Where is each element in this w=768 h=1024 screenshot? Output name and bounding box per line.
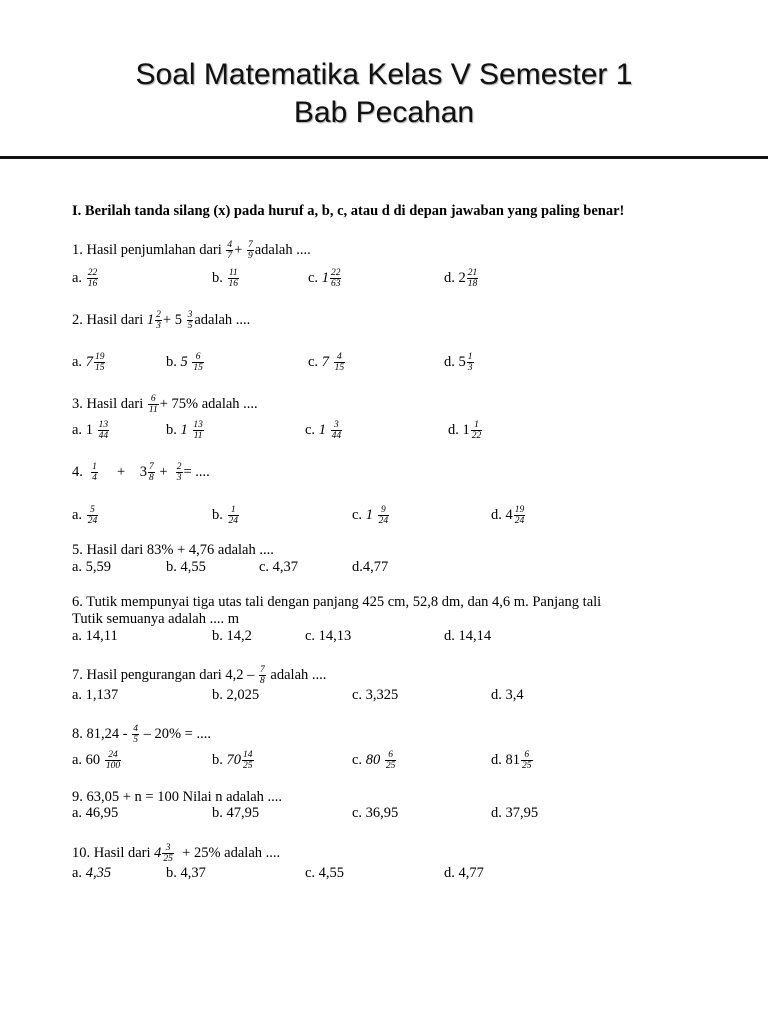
- question-3: [72, 394, 258, 415]
- question-1: [72, 240, 311, 261]
- fraction-numerator: 3: [333, 420, 339, 430]
- text-fragment: + 75% adalah ....: [159, 395, 258, 412]
- whole-number: 5: [180, 353, 188, 370]
- fraction-numerator: 1: [92, 462, 97, 472]
- whole-number: 1: [321, 269, 329, 286]
- title-line-2: Bab Pecahan: [293, 96, 475, 129]
- text-fragment: b.: [166, 353, 177, 370]
- text-fragment: d.: [448, 421, 459, 438]
- whole-number: 7: [85, 353, 93, 370]
- text-fragment: b.: [166, 421, 177, 438]
- fraction: [94, 352, 106, 373]
- fraction-denominator: 15: [94, 363, 105, 373]
- fraction-numerator: 14: [243, 750, 253, 760]
- fraction-numerator: 1: [467, 352, 473, 362]
- fraction: [105, 750, 121, 771]
- fraction: [155, 310, 162, 331]
- fraction-numerator: 7: [148, 462, 154, 472]
- whole-number: 1: [318, 421, 326, 438]
- q4-option-b[interactable]: [212, 505, 240, 526]
- fraction: [331, 420, 343, 441]
- text-fragment: a. 60: [72, 751, 101, 768]
- page-title: [0, 56, 768, 132]
- q9-option-c[interactable]: c. 36,95: [352, 805, 399, 821]
- fraction-denominator: 24: [87, 516, 98, 526]
- q10-option-c[interactable]: c. 4,55: [305, 865, 345, 881]
- fraction-denominator: 22: [471, 431, 482, 441]
- fraction-denominator: 44: [331, 431, 342, 441]
- text-fragment: d.: [491, 506, 502, 523]
- text-fragment: adalah ....: [270, 666, 327, 683]
- text-fragment: 7. Hasil pengurangan dari 4,2 –: [72, 666, 255, 683]
- q5-option-c[interactable]: c. 4,37: [259, 559, 299, 575]
- fraction-numerator: 7: [247, 240, 253, 250]
- text-fragment: c.: [352, 506, 363, 523]
- text-fragment: 2: [458, 269, 466, 286]
- fraction-numerator: 3: [187, 310, 193, 320]
- fraction: [148, 394, 159, 415]
- text-fragment: 3. Hasil dari: [72, 395, 144, 412]
- fraction-numerator: 7: [260, 665, 265, 675]
- q8-option-b[interactable]: [212, 750, 255, 771]
- fraction-numerator: 11: [228, 268, 238, 278]
- text-fragment: 8. 81,24 -: [72, 725, 128, 742]
- text-fragment: +: [234, 241, 243, 258]
- q2-option-c[interactable]: [308, 352, 346, 373]
- text-fragment: adalah ....: [194, 311, 251, 328]
- fraction-denominator: 18: [467, 279, 478, 289]
- fraction-denominator: 3: [467, 363, 473, 373]
- q7-option-d[interactable]: d. 3,4: [491, 687, 524, 703]
- fraction: [471, 420, 483, 441]
- text-fragment: 1: [85, 421, 93, 438]
- fraction: [247, 240, 254, 261]
- fraction: [162, 843, 174, 864]
- fraction: [330, 268, 342, 289]
- text-fragment: c.: [308, 269, 319, 286]
- q5-option-a[interactable]: a. 5,59: [72, 559, 112, 575]
- fraction-numerator: 6: [195, 352, 201, 362]
- instruction: I. Berilah tanda silang (x) pada huruf a, b, c, atau d di depan jawaban yang paling benar!: [72, 203, 625, 219]
- fraction-denominator: 15: [193, 363, 203, 373]
- q8-option-a[interactable]: [72, 750, 122, 771]
- q4-option-a[interactable]: [72, 505, 99, 526]
- fraction: [226, 240, 233, 261]
- text-fragment: adalah ....: [254, 241, 311, 258]
- fraction-denominator: 44: [98, 431, 109, 441]
- q1-option-c[interactable]: [308, 268, 342, 289]
- fraction-numerator: 4: [336, 352, 342, 362]
- q9-option-a[interactable]: a. 46,95: [72, 805, 119, 821]
- text-fragment: a.: [72, 865, 83, 881]
- fraction-numerator: 22: [87, 268, 98, 278]
- question-8: [72, 724, 211, 745]
- q5-option-b[interactable]: b. 4,55: [166, 559, 206, 575]
- text-fragment: 3: [139, 463, 147, 480]
- question-6-line-2: Tutik semuanya adalah .... m: [72, 611, 239, 627]
- q7-option-b[interactable]: b. 2,025: [212, 687, 260, 703]
- fraction-denominator: 8: [260, 676, 265, 686]
- q2-option-d[interactable]: [444, 352, 475, 373]
- text-fragment: a.: [72, 353, 83, 370]
- fraction-numerator: 4: [133, 724, 138, 734]
- q1-option-d[interactable]: [444, 268, 479, 289]
- text-fragment: 5: [458, 353, 466, 370]
- text-fragment: 10. Hasil dari: [72, 844, 151, 861]
- q4-option-c[interactable]: [352, 505, 390, 526]
- fraction-numerator: 19: [514, 505, 525, 515]
- fraction-denominator: 9: [247, 251, 253, 261]
- fraction: [467, 268, 479, 289]
- fraction-denominator: 100: [105, 761, 121, 771]
- q10-option-d[interactable]: d. 4,77: [444, 865, 484, 881]
- fraction-denominator: 15: [334, 363, 345, 373]
- q9-option-b[interactable]: b. 47,95: [212, 805, 260, 821]
- text-fragment: a.: [72, 269, 83, 286]
- fraction-denominator: 24: [514, 516, 525, 526]
- fraction-numerator: 5: [90, 505, 95, 515]
- fraction: [98, 420, 110, 441]
- fraction-denominator: 4: [92, 473, 97, 483]
- fraction-denominator: 8: [148, 473, 154, 483]
- text-fragment: + 25% adalah ....: [182, 844, 281, 861]
- fraction-numerator: 2: [176, 462, 182, 472]
- fraction-numerator: 6: [524, 750, 530, 760]
- fraction: [467, 352, 474, 373]
- q6-option-a[interactable]: a. 14,11: [72, 628, 118, 644]
- fraction: [378, 505, 390, 526]
- q6-option-b[interactable]: b. 14,2: [212, 628, 252, 644]
- fraction: [521, 750, 533, 771]
- text-fragment: 4,35: [85, 865, 112, 881]
- whole-number: 7: [321, 353, 329, 370]
- fraction-denominator: 24: [378, 516, 389, 526]
- text-fragment: b.: [212, 269, 223, 286]
- text-fragment: b.: [212, 506, 223, 523]
- text-fragment: b.: [212, 751, 223, 768]
- q6-option-c[interactable]: c. 14,13: [305, 628, 352, 644]
- fraction-numerator: 13: [193, 420, 203, 430]
- fraction-numerator: 1: [474, 420, 479, 430]
- fraction-numerator: 3: [165, 843, 171, 853]
- fraction-denominator: 25: [522, 761, 532, 771]
- question-6-line-1: 6. Tutik mempunyai tiga utas tali dengan panjang 425 cm, 52,8 dm, dan 4,6 m. Panjang tali: [72, 594, 602, 610]
- fraction-denominator: 7: [227, 251, 233, 261]
- whole-number: 1: [146, 311, 155, 328]
- fraction-denominator: 25: [243, 761, 253, 771]
- whole-number: 1: [180, 421, 188, 438]
- q7-option-a[interactable]: a. 1,137: [72, 687, 119, 703]
- q3-option-b[interactable]: [166, 420, 205, 441]
- q8-option-d[interactable]: [491, 750, 534, 771]
- fraction-numerator: 1: [230, 505, 236, 515]
- question-2: [72, 310, 250, 331]
- fraction-denominator: 11: [148, 405, 158, 415]
- fraction: [132, 724, 139, 745]
- fraction-numerator: 13: [98, 420, 109, 430]
- question-1-text: 1. Hasil penjumlahan dari: [72, 241, 222, 258]
- fraction-numerator: 6: [150, 394, 156, 404]
- fraction-denominator: 25: [163, 854, 173, 864]
- fraction: [514, 505, 526, 526]
- fraction-denominator: 63: [330, 279, 341, 289]
- text-fragment: +: [117, 463, 126, 480]
- question-4: [72, 462, 210, 483]
- fraction: [192, 352, 204, 373]
- fraction-numerator: 21: [467, 268, 478, 278]
- fraction-numerator: 2: [156, 310, 161, 320]
- q3-option-a[interactable]: [72, 420, 110, 441]
- fraction-denominator: 3: [156, 321, 161, 331]
- q9-option-d[interactable]: d. 37,95: [491, 805, 539, 821]
- text-fragment: +: [159, 463, 168, 480]
- fraction: [259, 665, 266, 686]
- fraction: [176, 462, 183, 483]
- text-fragment: c.: [352, 751, 363, 768]
- fraction-numerator: 22: [330, 268, 341, 278]
- whole-number: 4: [154, 844, 162, 861]
- fraction-numerator: 24: [108, 750, 118, 760]
- fraction: [91, 462, 98, 483]
- q10-option-b[interactable]: b. 4,37: [166, 865, 206, 881]
- q4-option-d[interactable]: [491, 505, 526, 526]
- fraction-denominator: 25: [385, 761, 396, 771]
- whole-number: 1: [365, 506, 373, 523]
- title-divider: [0, 156, 768, 159]
- text-fragment: a.: [72, 506, 83, 523]
- fraction: [87, 268, 99, 289]
- question-9: 9. 63,05 + n = 100 Nilai n adalah ....: [72, 789, 283, 805]
- q8-option-c[interactable]: [352, 750, 397, 771]
- fraction: [385, 750, 397, 771]
- fraction-numerator: 19: [94, 352, 105, 362]
- fraction: [87, 505, 99, 526]
- q1-option-b[interactable]: [212, 268, 240, 289]
- fraction-denominator: 24: [228, 516, 238, 526]
- fraction: [187, 310, 194, 331]
- text-fragment: + 5: [162, 311, 182, 328]
- text-fragment: – 20% = ....: [143, 725, 211, 742]
- text-fragment: d.: [444, 269, 455, 286]
- fraction: [228, 268, 240, 289]
- q1-option-a[interactable]: [72, 268, 99, 289]
- fraction-numerator: 9: [380, 505, 386, 515]
- text-fragment: d. 81: [491, 751, 520, 768]
- question-5: 5. Hasil dari 83% + 4,76 adalah ....: [72, 542, 274, 558]
- text-fragment: c.: [305, 421, 316, 438]
- fraction-numerator: 6: [388, 750, 393, 760]
- fraction-denominator: 5: [187, 321, 193, 331]
- q3-option-c[interactable]: [305, 420, 343, 441]
- text-fragment: a.: [72, 421, 83, 438]
- fraction-denominator: 16: [228, 279, 238, 289]
- fraction: [148, 462, 155, 483]
- q3-option-d[interactable]: [448, 420, 483, 441]
- text-fragment: 4.: [72, 463, 83, 480]
- fraction: [228, 505, 240, 526]
- text-fragment: c.: [308, 353, 319, 370]
- question-10: [72, 843, 280, 864]
- text-fragment: 2. Hasil dari: [72, 311, 144, 328]
- fraction: [334, 352, 346, 373]
- fraction-denominator: 11: [193, 431, 203, 441]
- fraction: [192, 420, 204, 441]
- text-fragment: = ....: [183, 463, 210, 480]
- title-line-1: Soal Matematika Kelas V Semester 1: [135, 58, 633, 91]
- q7-option-c[interactable]: c. 3,325: [352, 687, 399, 703]
- q5-option-d[interactable]: d.4,77: [352, 559, 389, 575]
- fraction-denominator: 16: [87, 279, 98, 289]
- question-7: [72, 665, 326, 686]
- fraction-denominator: 5: [133, 735, 138, 745]
- fraction-numerator: 4: [227, 240, 233, 250]
- fraction-denominator: 3: [176, 473, 182, 483]
- text-fragment: d.: [444, 353, 455, 370]
- q6-option-d[interactable]: d. 14,14: [444, 628, 492, 644]
- fraction: [242, 750, 254, 771]
- whole-number: 80: [365, 751, 381, 768]
- q10-option-a[interactable]: [72, 864, 111, 882]
- q2-option-a[interactable]: [72, 352, 106, 373]
- text-fragment: 4: [505, 506, 513, 523]
- q2-option-b[interactable]: [166, 352, 205, 373]
- text-fragment: 1: [462, 421, 470, 438]
- whole-number: 70: [226, 751, 241, 768]
